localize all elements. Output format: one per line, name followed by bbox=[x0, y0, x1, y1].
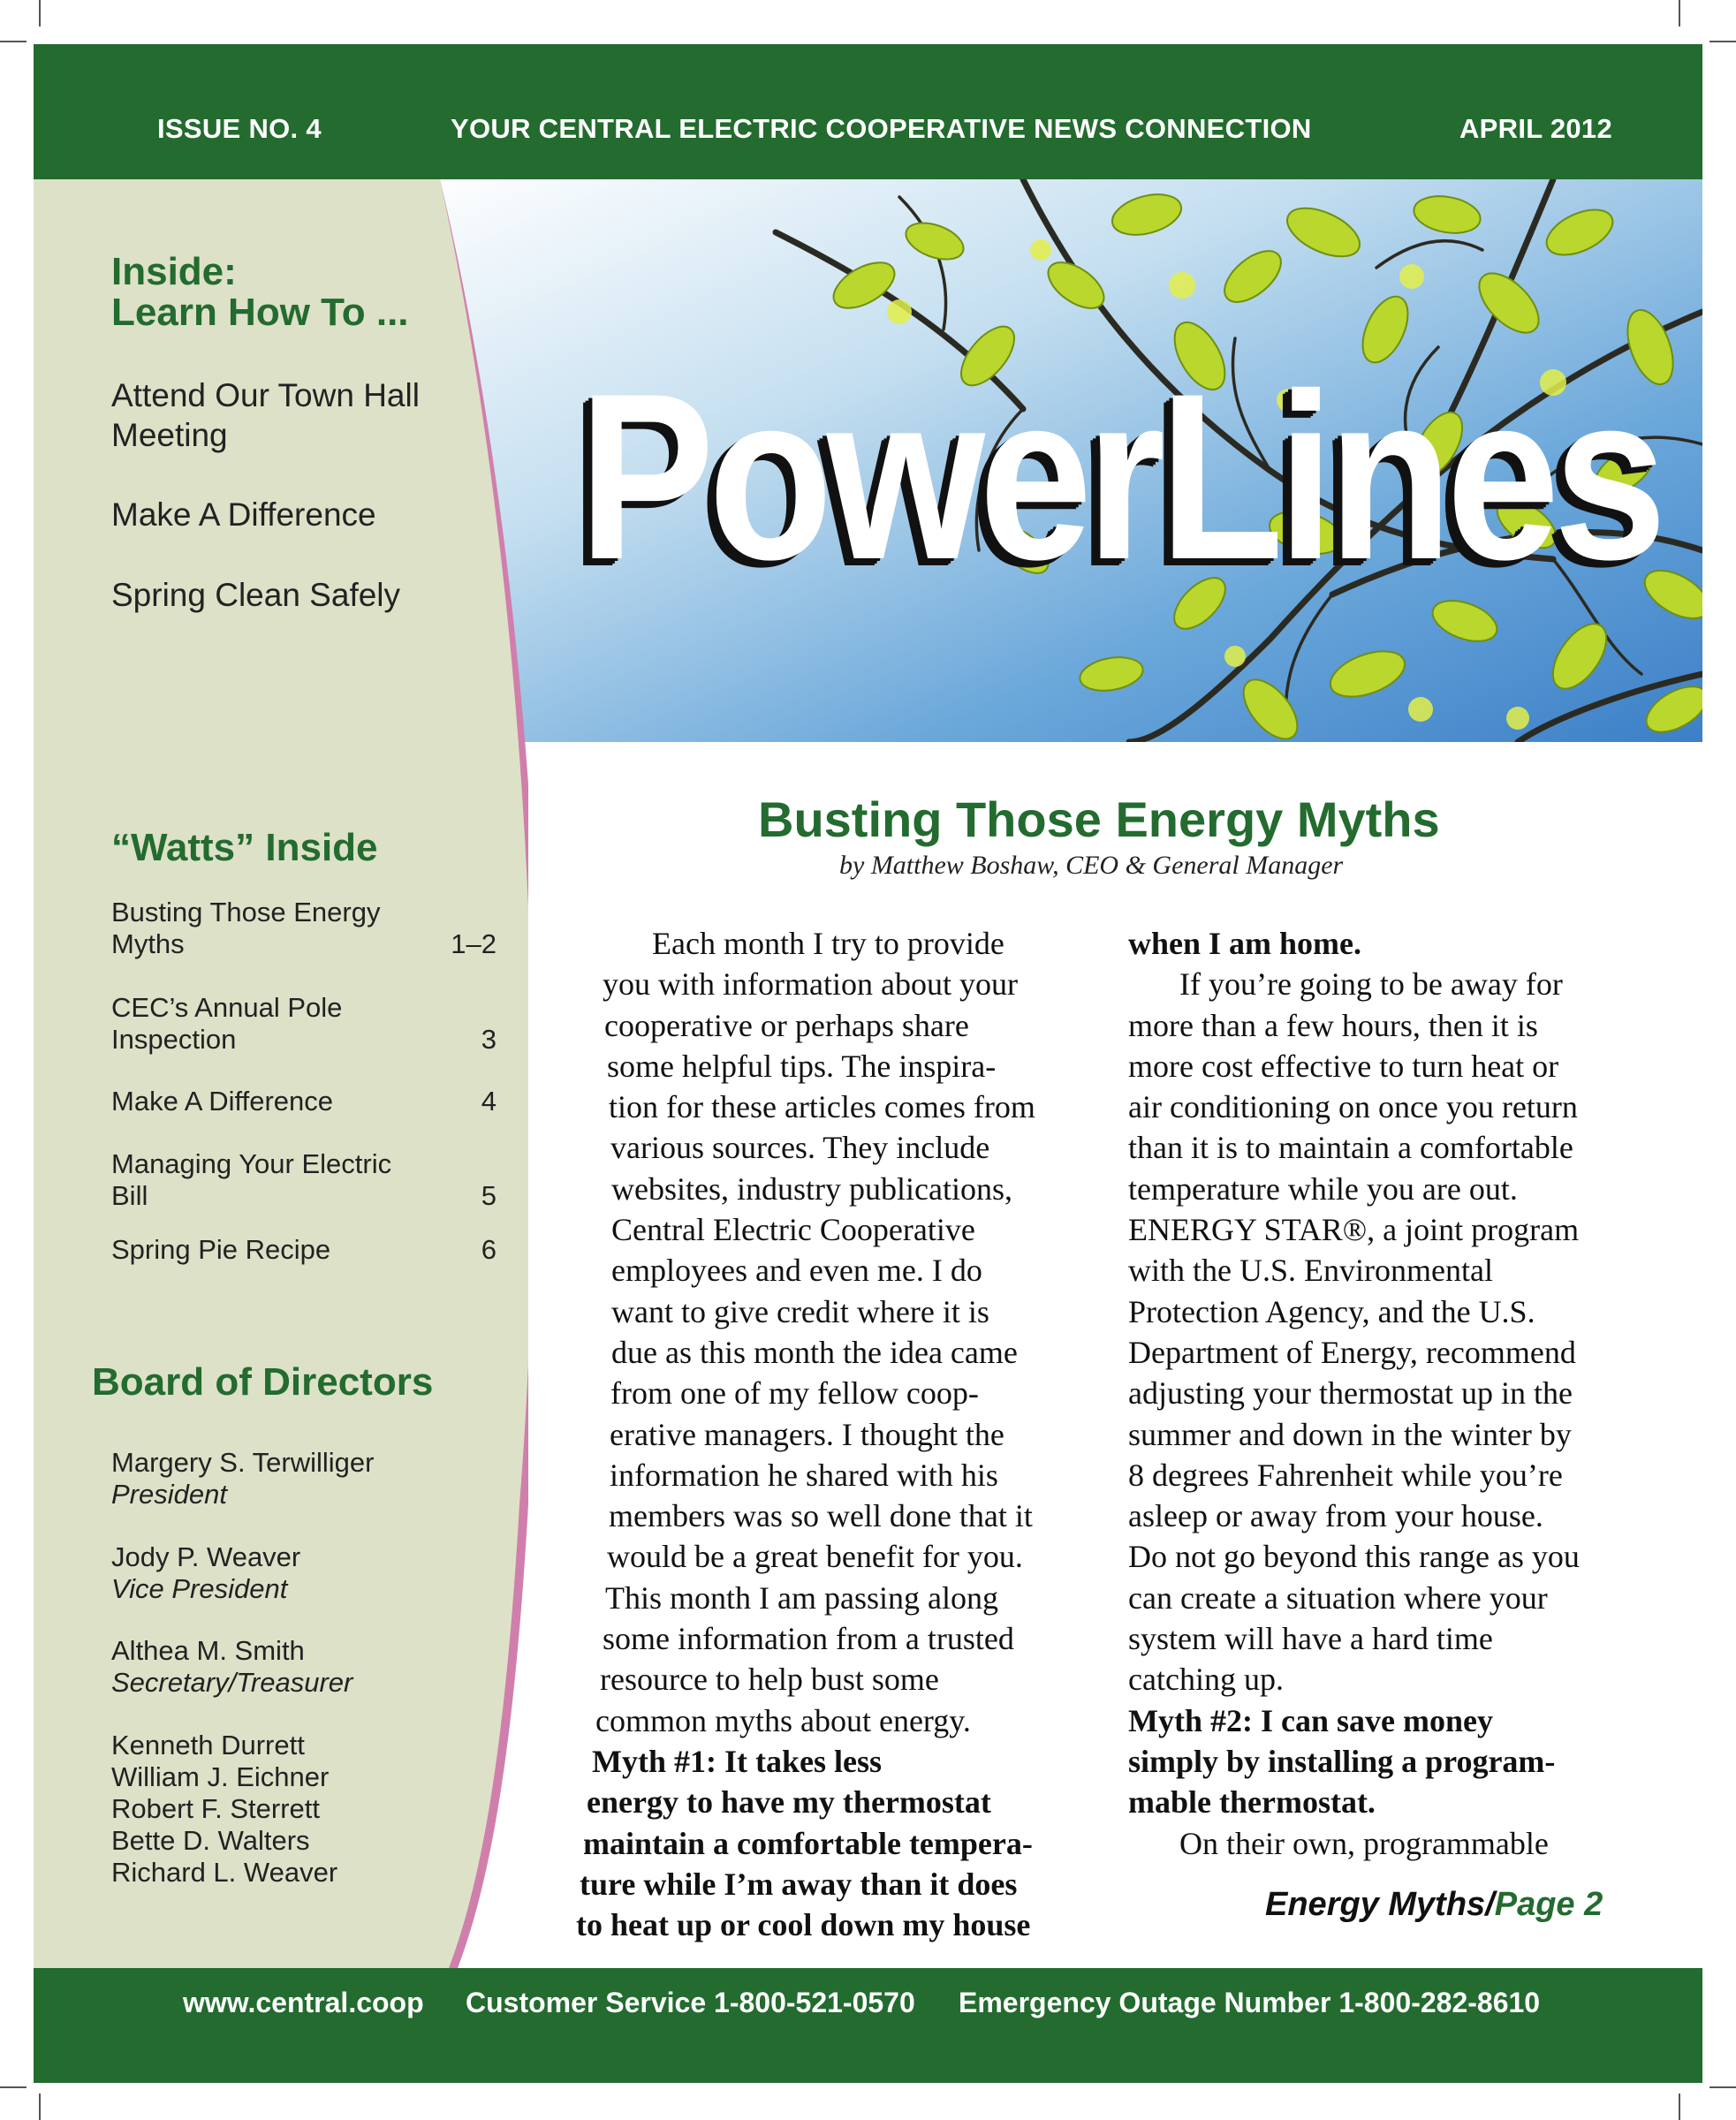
header-band bbox=[34, 44, 1702, 179]
article-line: Do not go beyond this range as you bbox=[1128, 1539, 1580, 1575]
crop-mark bbox=[1709, 2086, 1736, 2088]
crop-mark bbox=[1709, 41, 1736, 42]
article-line: than it is to maintain a comfortable bbox=[1128, 1130, 1573, 1166]
article-line: tion for these articles comes from bbox=[609, 1089, 1035, 1125]
header-tagline: YOUR CENTRAL ELECTRIC COOPERATIVE NEWS CONNECTION bbox=[451, 113, 1312, 144]
article-line: Central Electric Cooperative bbox=[611, 1212, 975, 1248]
officer-entry: Jody P. Weaver Vice President bbox=[111, 1541, 301, 1604]
article-line: can create a situation where your bbox=[1128, 1579, 1548, 1616]
director-name: Richard L. Weaver bbox=[111, 1857, 338, 1888]
inside-item: Spring Clean Safely bbox=[111, 577, 401, 613]
article-line: want to give credit where it is bbox=[611, 1293, 989, 1329]
article-line: various sources. They include bbox=[610, 1130, 990, 1166]
article-line: air conditioning on once you return bbox=[1128, 1089, 1578, 1125]
article-line: Myth #2: I can save money bbox=[1128, 1702, 1493, 1738]
director-name: Bette D. Walters bbox=[111, 1825, 310, 1856]
article-line: Department of Energy, recommend bbox=[1128, 1334, 1576, 1370]
article-line: This month I am passing along bbox=[605, 1579, 998, 1616]
article-line: websites, industry publications, bbox=[611, 1170, 1012, 1207]
article-line: more than a few hours, then it is bbox=[1128, 1007, 1538, 1043]
article-line: some helpful tips. The inspira- bbox=[607, 1048, 997, 1084]
article-line: Myth #1: It takes less bbox=[592, 1743, 882, 1779]
crop-mark bbox=[1679, 2094, 1680, 2120]
director-list bbox=[111, 1730, 337, 1889]
article-line: members was so well done that it bbox=[609, 1498, 1033, 1534]
article-line: information he shared with his bbox=[610, 1457, 998, 1493]
article-line: maintain a comfortable tempera- bbox=[583, 1825, 1033, 1861]
article-line: due as this month the idea came bbox=[611, 1334, 1018, 1370]
director-name: Robert F. Sterrett bbox=[111, 1793, 321, 1824]
article-line: erative managers. I thought the bbox=[610, 1416, 1004, 1452]
crop-mark bbox=[39, 0, 41, 26]
article-line: with the U.S. Environmental bbox=[1128, 1253, 1493, 1289]
inside-heading: Inside: Learn How To ... bbox=[111, 250, 409, 334]
director-name: Kenneth Durrett bbox=[111, 1730, 305, 1760]
article-line: catching up. bbox=[1128, 1662, 1284, 1698]
issue-number: ISSUE NO. 4 bbox=[157, 113, 322, 144]
continued-on-link[interactable] bbox=[1265, 1886, 1603, 1924]
crop-mark bbox=[0, 41, 27, 42]
article-line: On their own, programmable bbox=[1179, 1825, 1549, 1861]
article-line: employees and even me. I do bbox=[611, 1253, 982, 1289]
toc-entry: Spring Pie Recipe 6 bbox=[111, 1234, 497, 1265]
article-line: system will have a hard time bbox=[1128, 1621, 1493, 1657]
article-line: from one of my fellow coop- bbox=[610, 1375, 979, 1412]
article-line: when I am home. bbox=[1128, 926, 1362, 961]
continued-label: Energy Myths/ bbox=[1265, 1886, 1495, 1923]
article-title: Busting Those Energy Myths bbox=[758, 791, 1440, 847]
article-line: adjusting your thermostat up in the bbox=[1128, 1375, 1573, 1412]
officer-entry: Althea M. Smith Secretary/Treasurer bbox=[111, 1635, 353, 1698]
article-line: more cost effective to turn heat or bbox=[1128, 1048, 1559, 1084]
article-line: ENERGY STAR®, a joint program bbox=[1128, 1212, 1580, 1248]
article-line: simply by installing a program- bbox=[1128, 1743, 1556, 1779]
toc-entry: CEC’s Annual Pole Inspection 3 bbox=[111, 992, 497, 1055]
issue-date: APRIL 2012 bbox=[1459, 113, 1613, 144]
crop-mark bbox=[0, 2086, 27, 2088]
toc-entry: Managing Your Electric Bill 5 bbox=[111, 1148, 497, 1211]
inside-item: Make A Difference bbox=[111, 496, 376, 533]
article-line: Each month I try to provide bbox=[652, 926, 1004, 961]
footer-band bbox=[34, 1968, 1702, 2083]
article-line: If you’re going to be away for bbox=[1179, 966, 1563, 1003]
article-line: would be a great benefit for you. bbox=[607, 1539, 1023, 1575]
footer-emergency-number: Emergency Outage Number 1-800-282-8610 bbox=[959, 1987, 1541, 2018]
continued-page: Page 2 bbox=[1494, 1886, 1603, 1923]
board-heading: Board of Directors bbox=[92, 1360, 434, 1404]
article-line: energy to have my thermostat bbox=[587, 1784, 991, 1821]
article-line: cooperative or perhaps share bbox=[604, 1007, 969, 1043]
director-name: William J. Eichner bbox=[111, 1761, 330, 1792]
watts-inside-heading: “Watts” Inside bbox=[111, 826, 378, 869]
article-column-1 bbox=[576, 923, 1035, 1945]
article-line: temperature while you are out. bbox=[1128, 1170, 1518, 1207]
article-line: summer and down in the winter by bbox=[1128, 1416, 1572, 1452]
footer-customer-service: Customer Service 1-800-521-0570 bbox=[466, 1987, 915, 2018]
article-line: mable thermostat. bbox=[1128, 1784, 1376, 1821]
article-line: ture while I’m away than it does bbox=[580, 1866, 1018, 1902]
article-line: some information from a trusted bbox=[603, 1621, 1014, 1657]
article-line: common myths about energy. bbox=[595, 1702, 971, 1738]
crop-mark bbox=[39, 2094, 41, 2120]
crop-mark bbox=[1679, 0, 1680, 26]
toc-entry: Make A Difference 4 bbox=[111, 1086, 497, 1117]
footer-website[interactable]: www.central.coop bbox=[183, 1987, 424, 2018]
article-column-2 bbox=[1128, 923, 1580, 1864]
article-line: asleep or away from your house. bbox=[1128, 1498, 1543, 1534]
toc-entry: Busting Those Energy Myths 1–2 bbox=[111, 897, 497, 959]
article-line: resource to help bust some bbox=[600, 1662, 939, 1698]
article-line: to heat up or cool down my house bbox=[576, 1907, 1031, 1943]
article-line: you with information about your bbox=[603, 966, 1018, 1003]
article-line: 8 degrees Fahrenheit while you’re bbox=[1128, 1457, 1563, 1493]
officer-entry: Margery S. Terwilliger President bbox=[111, 1447, 375, 1510]
article-line: Protection Agency, and the U.S. bbox=[1128, 1293, 1535, 1329]
masthead-title: PowerLines bbox=[579, 344, 1661, 609]
inside-item: Attend Our Town Hall Meeting bbox=[111, 377, 420, 453]
article-byline: by Matthew Boshaw, CEO & General Manager bbox=[839, 851, 1344, 880]
